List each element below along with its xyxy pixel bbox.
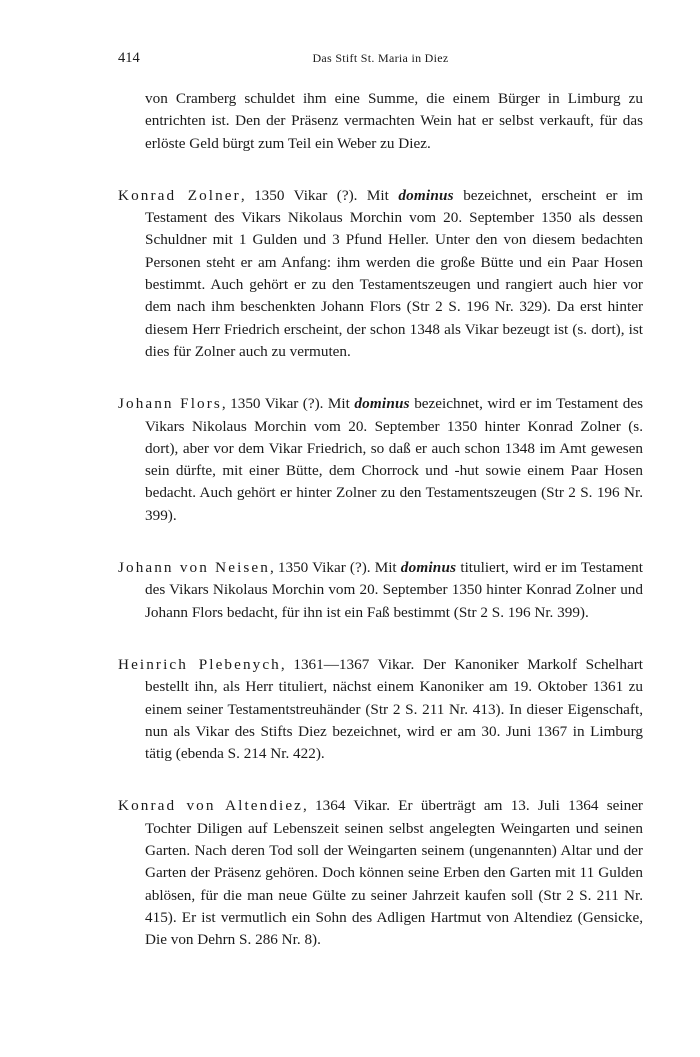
- entry-intro: , 1350 Vikar (?). Mit: [221, 395, 355, 413]
- continuation-paragraph: von Cramberg schuldet ihm eine Summe, die einem Bürger in Limburg zu entrichten ist. Den der Präsenz vermachten Wein hat er selbst verkauft, für das erlöste Geld bürgt zum Teil ein Weber zu Diez.: [145, 90, 643, 152]
- entry-text: Er überträgt am 13. Juli 1364 seiner Tochter Diligen auf Lebenszeit seinen selbst angelegten Weingarten und seinen Garten. Nach deren Tod soll der Weingarten seinem (ungenannten) Altar und der Garten der Präsenz gehören. Doch können seine Erben den Garten mit 11 Gulden ablösen, für die man neue Gülte zu seiner Jahrzeit kaufen soll (Str 2 S. 211 Nr. 415). Er ist vermutlich ein Sohn des Adligen Hartmut von Altendiez (Gensicke, Die von Dehrn S. 286 Nr. 8).: [145, 797, 643, 949]
- running-title: Das Stift St. Maria in Diez: [312, 51, 449, 65]
- entry-name: Konrad von Altendiez: [118, 797, 304, 815]
- entry-name: Johann von Neisen: [118, 559, 270, 577]
- entry-text: bezeichnet, wird er im Testament des Vikars Nikolaus Morchin vom 20. September 1350 hinter Konrad Zolner (s. dort), aber vor dem Vikar Friedrich, so daß er auch schon 1348 im Amt gewesen sein dürfte, mit einer Bütte, dem Chorrock und -hut sowie einem Paar Hosen bedacht. Auch gehört er hinter Zolner zu den Testamentszeugen (Str 2 S. 196 Nr. 399).: [145, 395, 643, 524]
- entry-johann-flors: [118, 393, 643, 527]
- entry-name: Heinrich Plebenych: [118, 655, 281, 673]
- page-number: 414: [118, 50, 140, 66]
- entry-heinrich-plebenych: [118, 654, 643, 765]
- entry-johann-von-neisen: [118, 557, 643, 624]
- entry-italic-term: dominus: [354, 395, 410, 413]
- entry-name: Johann Flors: [118, 395, 222, 413]
- page-body: [118, 88, 643, 952]
- entry-intro: , 1361—1367 Vikar.: [280, 655, 423, 673]
- page-header: [118, 50, 643, 72]
- entry-italic-term: dominus: [398, 186, 454, 204]
- entry-text: bezeichnet, erscheint er im Testament des Vikars Nikolaus Morchin vom 20. September 1350 als dessen Schuldner mit 1 Gulden und 3 Pfund Heller. Unter den von diesem bedachten Personen steht er am Anfang: ihm werden die große Bütte und ein Paar Hosen bestimmt. Auch gehört er zu den Testamentszeugen und rangiert auch hier vor dem nach ihm beschenkten Johann Flors (Str 2 S. 196 Nr. 329). Da erst hinter diesem Herr Friedrich erscheint, der schon 1348 als Vikar bezeugt ist (s. dort), ist dies für Zolner auch zu vermuten.: [145, 186, 643, 360]
- entry-name: Konrad Zolner: [118, 186, 241, 204]
- entry-intro: , 1364 Vikar.: [303, 797, 399, 815]
- entry-intro: , 1350 Vikar (?). Mit: [269, 559, 401, 577]
- entry-text: Der Kanoniker Markolf Schelhart bestellt ihn, als Herr tituliert, nächst einem Kanoniker am 19. Oktober 1361 zu einem seiner Testamentstreuhänder (Str 2 S. 211 Nr. 413). In dieser Eigenschaft, nun als Vikar des Stifts Diez bezeichnet, wird er am 30. Juni 1367 in Limburg tätig (ebenda S. 214 Nr. 422).: [145, 655, 643, 763]
- entry-italic-term: dominus: [400, 559, 457, 577]
- entry-text: tituliert, wird er im Testament des Vikars Nikolaus Morchin vom 20. September 1350 hinter Konrad Zolner und Johann Flors bedacht, für ihn ist ein Faß bestimmt (Str 2 S. 196 Nr. 399).: [145, 559, 643, 621]
- entry-konrad-zolner: [118, 185, 643, 363]
- entry-konrad-von-altendiez: [118, 795, 643, 951]
- entry-intro: , 1350 Vikar (?). Mit: [240, 186, 399, 204]
